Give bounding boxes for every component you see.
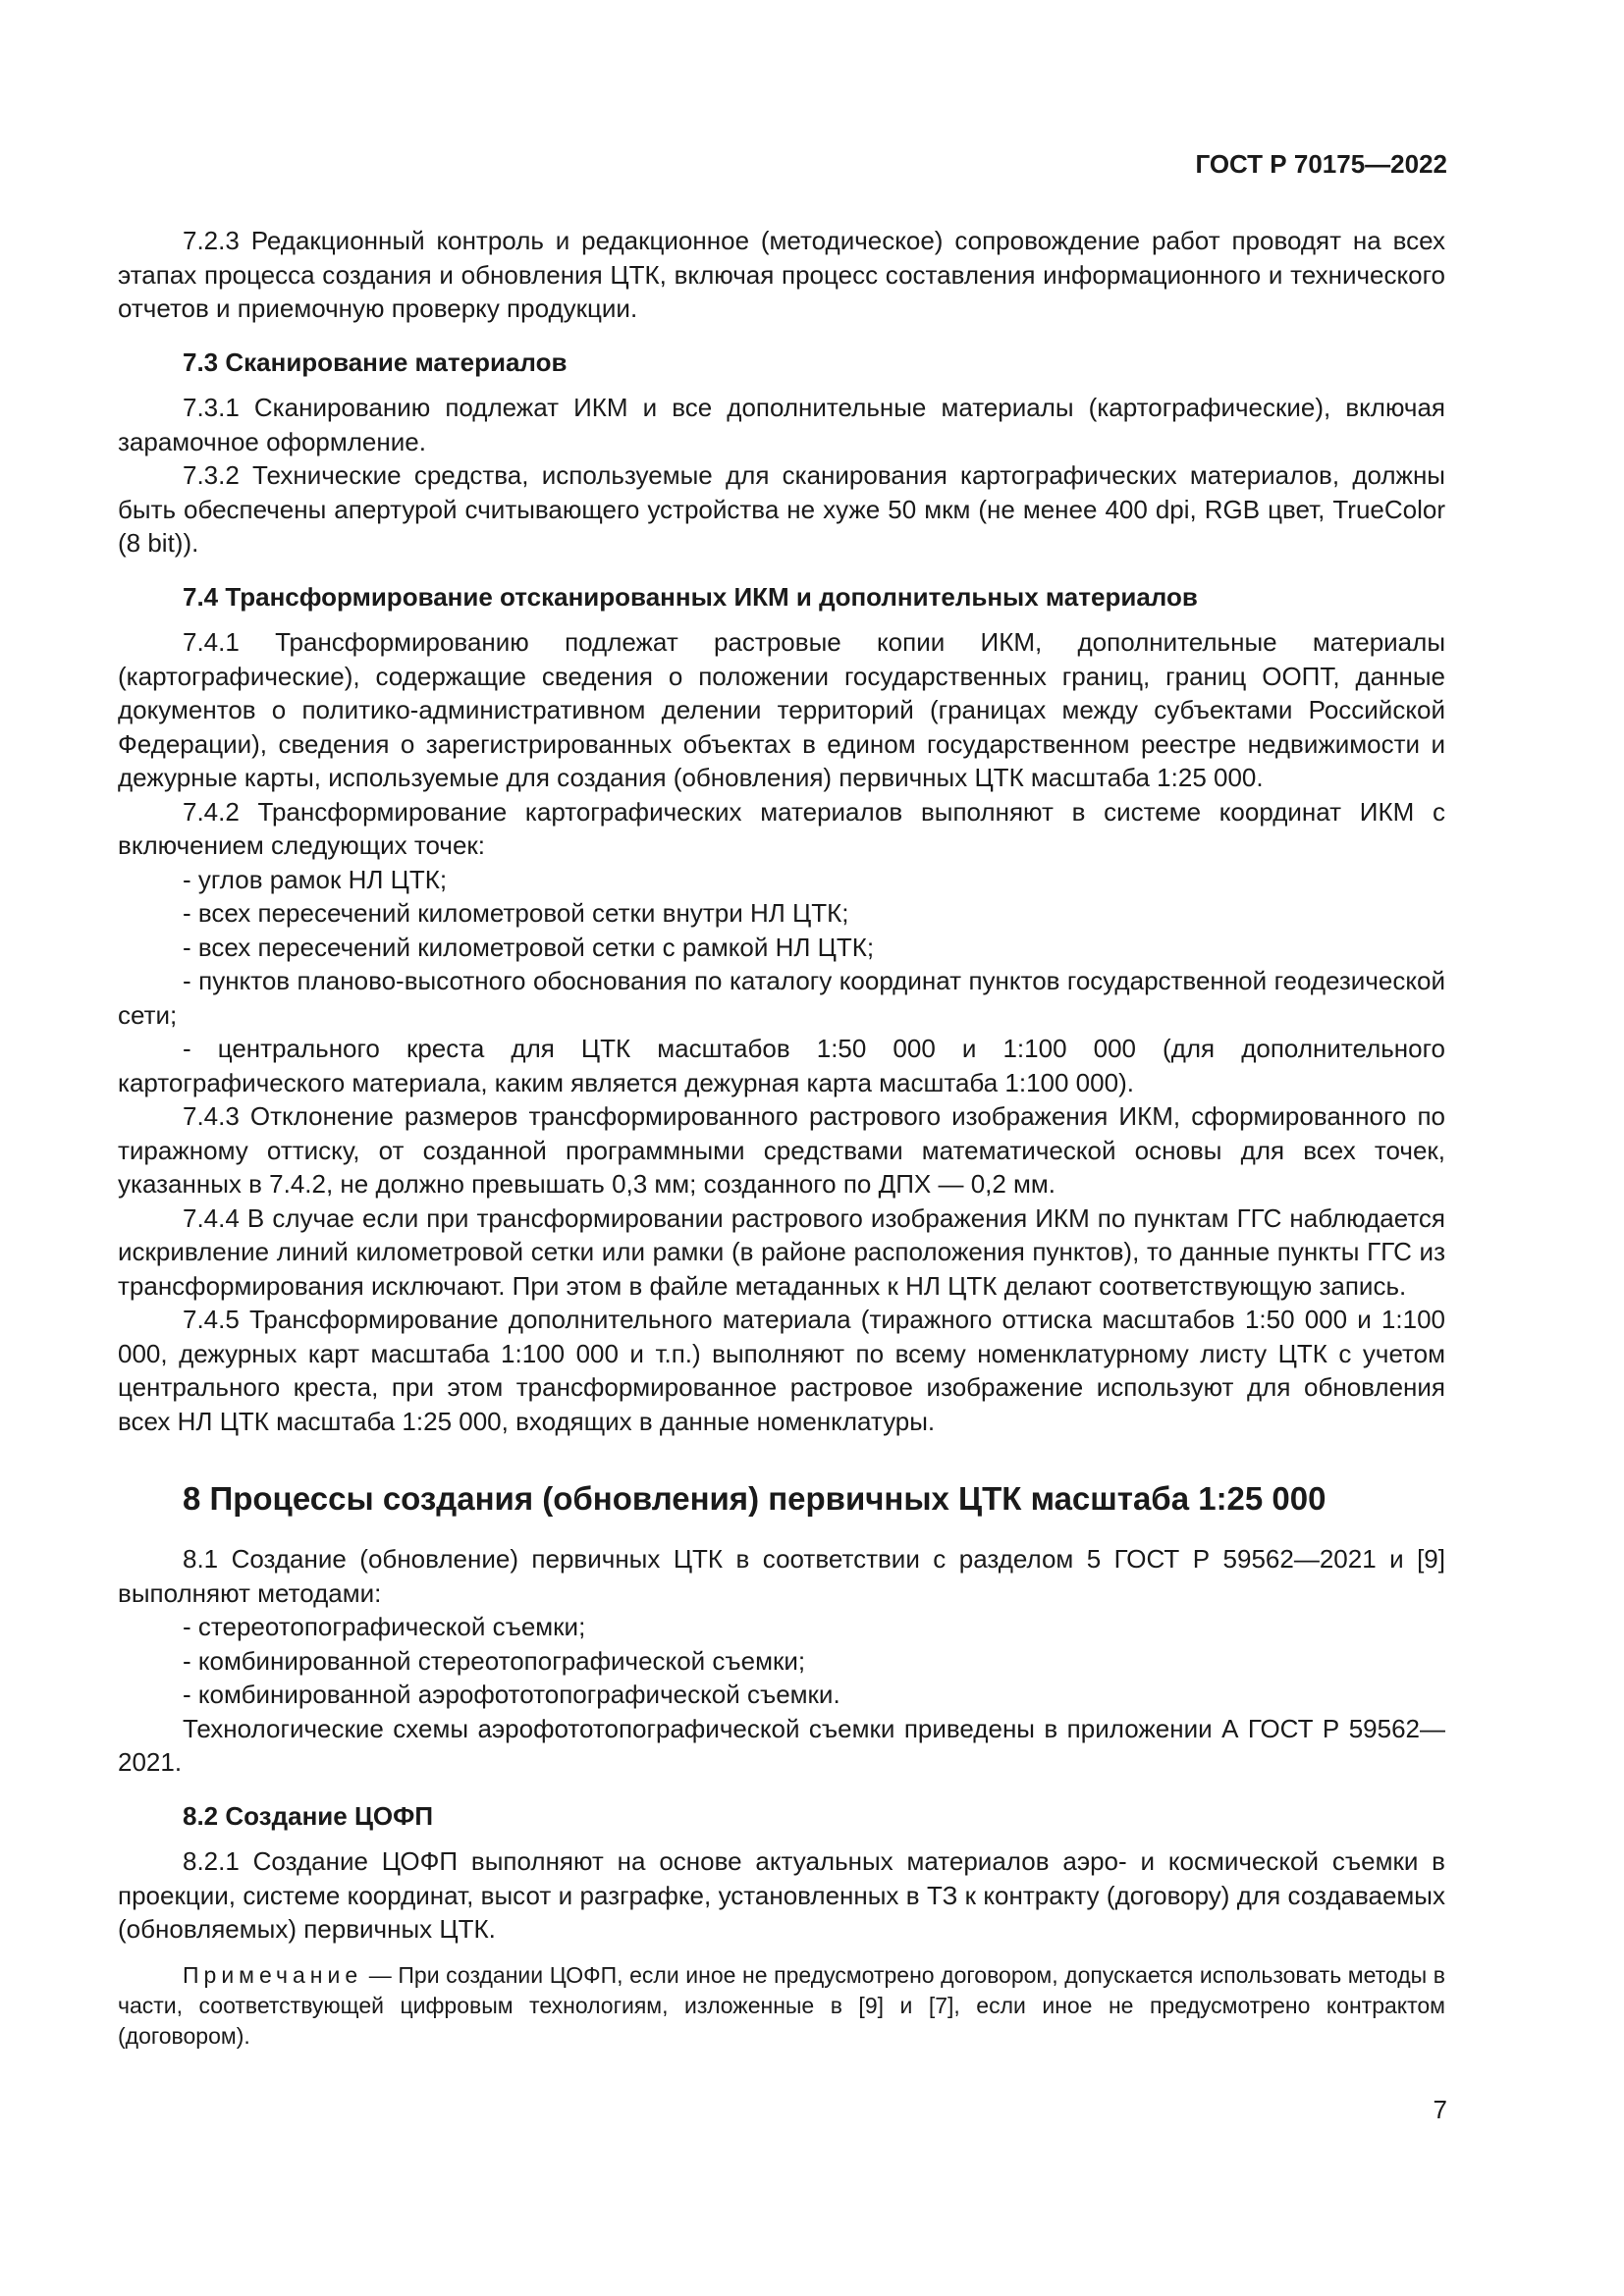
paragraph-7-3-2: 7.3.2 Технические средства, используемые для сканирования картографических материалов, должны быть обеспечены апертурой считывающего устройства не хуже 50 мкм (не менее 400 dpi, RGB цвет, TrueColor (8 bit)).: [118, 460, 1445, 558]
paragraph-7-4-1: 7.4.1 Трансформированию подлежат растровые копии ИКМ, дополнительные материалы (картографические), содержащие сведения о положении государственных границ, границ ООПТ, данные документов о политико-административном делении территорий (границах между субъектами Российской Федерации), сведения о зарегистрированных объектах в едином государственном реестре недвижимости и дежурные карты, используемые для создания (обновления) первичных ЦТК масштаба 1:25 000.: [118, 627, 1445, 792]
list-item: - комбинированной стереотопографической съемки;: [183, 1645, 806, 1676]
heading-8-2: 8.2 Создание ЦОФП: [183, 1800, 434, 1831]
paragraph-7-2-3: 7.2.3 Редакционный контроль и редакционное (методическое) сопровождение работ проводят на всех этапах процесса создания и обновления ЦТК, включая процесс составления информационного и технического отчетов и приемочную проверку продукции.: [118, 226, 1445, 323]
list-item: - комбинированной аэрофототопографической съемки.: [183, 1680, 840, 1709]
page-number: 7: [1433, 2095, 1447, 2124]
paragraph-7-4-5: 7.4.5 Трансформирование дополнительного материала (тиражного оттиска масштабов 1:50 000 и 1:100 000, дежурных карт масштаба 1:100 000 и т.п.) выполняют по всему номенклатурному листу ЦТК с учетом центрального креста, при этом трансформированное растровое изображение используют для обновления всех НЛ ЦТК масштаба 1:25 000, входящих в данные номенклатуры.: [118, 1305, 1445, 1436]
note-text: — При создании ЦОФП, если иное не предусмотрено договором, допускается использовать методы в части, соответствующей цифровым технологиям, изложенные в [9] и [7], если иное не предусмотрено контрактом (договором).: [118, 1961, 1445, 2049]
heading-7-3: 7.3 Сканирование материалов: [183, 347, 568, 377]
paragraph-8-2-1: 8.2.1 Создание ЦОФП выполняют на основе актуальных материалов аэро- и космической съемки в проекции, системе координат, высот и разграфке, установленных в ТЗ к контракту (договору) для создаваемых (обновляемых) первичных ЦТК.: [118, 1846, 1445, 1944]
paragraph-8-1: 8.1 Создание (обновление) первичных ЦТК в соответствии с разделом 5 ГОСТ Р 59562—2021 и [9] выполняют методами:: [118, 1544, 1445, 1608]
document-body: [118, 224, 1445, 2052]
list-item: - стереотопографической съемки;: [183, 1612, 586, 1641]
list-item: - центрального креста для ЦТК масштабов 1:50 000 и 1:100 000 (для дополнительного картографического материала, каким является дежурная карта масштаба 1:100 000).: [118, 1034, 1445, 1097]
paragraph-8-1-schemes: Технологические схемы аэрофототопографической съемки приведены в приложении А ГОСТ Р 59562—2021.: [118, 1713, 1445, 1777]
paragraph-7-3-1: 7.3.1 Сканированию подлежат ИКМ и все дополнительные материалы (картографические), включая зарамочное оформление.: [118, 393, 1445, 456]
note-label: Примечание: [183, 1961, 363, 1988]
document-header: ГОСТ Р 70175—2022: [1195, 149, 1447, 179]
list-item: - всех пересечений километровой сетки внутри НЛ ЦТК;: [183, 898, 849, 928]
list-item: - углов рамок НЛ ЦТК;: [183, 864, 448, 894]
paragraph-7-4-4: 7.4.4 В случае если при трансформировании растрового изображения ИКМ по пунктам ГГС наблюдается искривление линий километровой сетки или рамки (в районе расположения пунктов), то данные пункты ГГС из трансформирования исключают. При этом в файле метаданных к НЛ ЦТК делают соответствующую запись.: [118, 1202, 1445, 1301]
paragraph-7-4-3: 7.4.3 Отклонение размеров трансформированного растрового изображения ИКМ, сформированного по тиражному оттиску, от созданной программными средствами математической основы для всех точек, указанных в 7.4.2, не должно превышать 0,3 мм; созданного по ДПХ — 0,2 мм.: [118, 1101, 1445, 1199]
paragraph-7-4-2: 7.4.2 Трансформирование картографических материалов выполняют в системе координат ИКМ с включением следующих точек:: [118, 796, 1445, 860]
note: [118, 1960, 1445, 2052]
heading-7-4: 7.4 Трансформирование отсканированных ИКМ и дополнительных материалов: [183, 581, 1198, 612]
list-item: - пунктов планово-высотного обоснования по каталогу координат пунктов государственной геодезической сети;: [118, 966, 1445, 1030]
list-item: - всех пересечений километровой сетки с рамкой НЛ ЦТК;: [183, 932, 875, 962]
section-heading-8: 8 Процессы создания (обновления) первичных ЦТК масштаба 1:25 000: [183, 1480, 1326, 1517]
